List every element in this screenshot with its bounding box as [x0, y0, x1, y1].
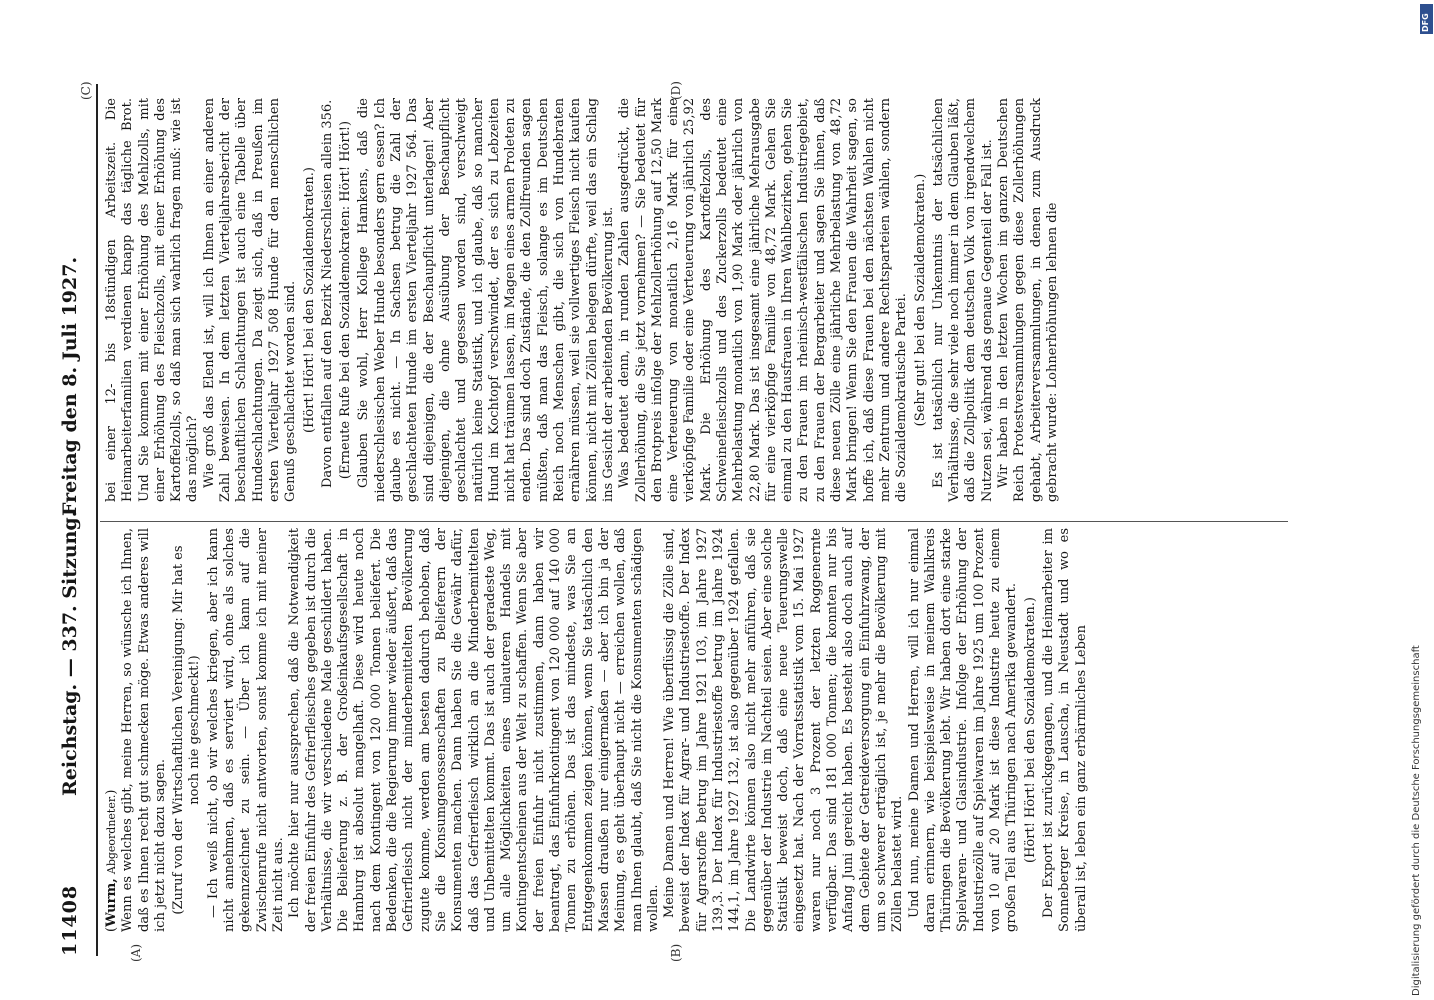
paragraph: — Ich weiß nicht, ob wir welches kriegen, aber ich kann nicht annehmen, daß es serviert wird, ohne als solches gekennzeichnet zu sein. — Über ich kann auf die Zwischenrufe nicht antworten, sonst komme ich mit meiner Zeit nicht aus. [205, 528, 286, 932]
interjection: (Hört! Hört! bei den Sozialdemokraten.) [1022, 597, 1038, 863]
paragraph: Ich möchte hier nur aussprechen, daß die Notwendigkeit der freien Einfuhr des Gefrierfleisches gegeben ist durch die Verhältnisse, die wir verschiedene Male geschildert haben. Die Belieferung z. B. der Großeinkaufsgesellschaft in Hamburg ist absolut mangelhaft. Diese wird heute noch nach dem Kontingent von 120 000 Tonnen beliefert. Die Bedenken, die die Regierung immer wieder äußert, daß das Gefrierfleisch nicht der minderbemittelten Bevölkerung zugute komme, werden am besten dadurch behoben, daß Sie die Konsumgenossenschaften zu Belieferern der Konsumenten machen. Dann haben Sie die Gewähr dafür, daß das Gefrierfleisch wirklich an die Minderbemittelten und Unbemittelten kommt. Das ist auch der geradeste Weg, um alle Möglichkeiten eines unlauteren Handels mit Kontingentscheinen aus der Welt zu schaffen. Wenn Sie aber der freien Einfuhr nicht zustimmen, dann haben wir beantragt, das Einfuhrkontingent von 120 000 auf 140 000 Tonnen zu erhöhen. Das ist das mindeste, was Sie an Entgegenkommen zeigen können, wenn Sie tatsächlich den Massen draußen nur einigermaßen — aber ich bin ja der Meinung, es geht überhaupt nicht — erreichen wollen, daß man Ihnen glaubt, daß Sie nicht die Konsumenten schädigen wollen. [287, 528, 661, 932]
speaker-name: Wurm, [104, 878, 119, 927]
paragraph: Wie groß das Elend ist, will ich Ihnen an einer anderen Zahl beweisen. In dem letzten Vierteljahresbericht der beschauftlichen Schlachtungen ist auch eine Tabelle über Hundeschlachtungen. Da zeigt sich, daß in Preußen im ersten Vierteljahr 1927 508 Hunde für den menschlichen Genuß geschlachtet worden sind. [201, 98, 299, 502]
margin-mark-a: (A) [129, 943, 143, 962]
rotated-document-page [58, 81, 1302, 962]
margin-mark-c: (C) [79, 81, 93, 100]
paragraph: Was bedeutet denn, in runden Zahlen ausgedrückt, die Zollerhöhung, die Sie jetzt vornehmen? — Sie bedeutet für den Brotpreis infolge der Mehlzollerhöhung auf 12,50 Mark eine Verteuerung von monatlich 2,16 Mark für eine vierköpfige Familie oder eine Verteuerung von jährlich 25,92 Mark. Die Erhöhung des Kartoffelzolls, des Schweinefleischzolls und des Zuckerzolls bedeutet eine Mehrbelastung monatlich von 1,90 Mark oder jährlich von 22,80 Mark. Das ist insgesamt eine jährliche Mehrausgabe für eine vierköpfige Familie von 48,72 Mark. Gehen Sie einmal zu den Hausfrauen in Ihren Wahlbezirken, gehen Sie zu den Frauen im rheinisch-westfälischen Industriegebiet, zu den Frauen der Bergarbeiter und sagen Sie ihnen, daß diese neuen Zölle eine jährliche Mehrbelastung von 48,72 Mark bringen! Wenn Sie den Frauen die Wahrheit sagen, so hoffe ich, daß diese Frauen bei den nächsten Wahlen nicht mehr Zentrum und andere Rechtsparteien wählen, sondern die Sozialdemokratische Partei. [617, 98, 910, 502]
interjection: (Zuruf von der Wirtschaftlichen Vereinigung: Mir hat es noch nie geschmeckt!) [171, 545, 203, 915]
paragraph: Wenn es welches gibt, meine Herren, so wünsche ich Ihnen, daß es Ihnen recht gut schmecken möge. Etwas anderes will ich jetzt nicht dazu sagen. [120, 528, 168, 932]
paragraph: Und nun, meine Damen und Herren, will ich nur einmal daran erinnern, wie beispielsweise in meinem Wahlkreis Thüringen die Bevölkerung lebt. Wir haben dort eine starke Spielwaren- und Glasindustrie. Infolge der Erhöhung der Industriezölle auf Spielwaren im Jahre 1925 um 100 Prozent von 10 auf 20 Mark ist diese Industrie heute zu einem großen Teil aus Thüringen nach Amerika gewandert. [906, 528, 1020, 932]
speaker-role: Abgeordneter. [105, 794, 118, 875]
paragraph: Der Export ist zurückgegangen, und die Heimarbeiter im Sonneberger Kreise, in Lauscha, in Neustadt und wo es überall ist, leben ein ganz erbärmliches Leben [1040, 528, 1089, 932]
session-title: Reichstag. — 337. Sitzung. [59, 510, 81, 796]
page-header [58, 84, 98, 956]
margin-mark-b: (B) [669, 943, 683, 962]
date-title: Freitag den 8. Juli 1927. [59, 256, 81, 516]
paragraph: Wir haben in den letzten Wochen im ganzen Deutschen Reich Protestversammlungen gegen diese Zollerhöhungen gehabt, Arbeiterversammlungen, in denen zum Ausdruck gebracht wurde: Lohnerhöhungen lehnen die [996, 98, 1060, 502]
paragraph: Es ist tatsächlich nur Unkenntnis der tatsächlichen Verhältnisse, die sehr viele noch immer in dem Glauben läßt, daß die Zollpolitik dem deutschen Volk von irgendwelchem Nutzen sei, während das genaue Gegenteil der Fall ist. [930, 98, 995, 502]
paragraph: bei einer 12- bis 18stündigen Arbeitszeit. Die Heimarbeiterfamilien verdienen knapp das tägliche Brot. Und Sie kommen mit einer Erhöhung des Mehlzolls, mit einer Erhöhung des Fleischzolls, mit einer Erhöhung des Kartoffelzolls, so daß man sich wahrlich fragen muß: wie ist das möglich? [104, 98, 201, 502]
speaker-line: (Wurm, Abgeordneter.) [104, 789, 119, 932]
right-column [104, 98, 1061, 502]
dfg-logo-text: DFG [1421, 13, 1430, 32]
dfg-logo [1420, 4, 1433, 34]
interjection: (Sehr gut! bei den Sozialdemokraten.) [912, 173, 928, 427]
column-divider [100, 521, 1288, 522]
paragraph: Glauben Sie wohl, Herr Kollege Hamkens, daß die niederschlesischen Weber Hunde besonders gern essen? Ich glaube es nicht. — In Sachsen betrug die Zahl der geschlachteten Hunde im ersten Vierteljahr 1927 564. Das sind diejenigen, die der Beschaupflicht unterlagen! Aber diejenigen, die ohne Ausübung der Beschaupflicht geschlachtet und gegessen worden sind, verschweigt natürlich keine Statistik, und ich glaube, daß so mancher Hund im Kochtopf verschwindet, der es sich zu Lebzeiten nicht hat träumen lassen, im Magen eines armen Proleten zu enden. Das sind doch Zustände, die den Zollfreunden sagen müßten, daß man das Fleisch, solange es im Deutschen Reich noch Menschen gibt, die sich von Hundebraten ernähren müssen, weil sie vollwertiges Fleisch nicht kaufen können, nicht mit Zöllen belegen dürfte, weil das ein Schlag ins Gesicht der arbeitenden Bevölkerung ist. [356, 98, 616, 502]
header-rule [96, 84, 98, 956]
page-number: 11408 [59, 884, 81, 956]
paragraph: Meine Damen und Herren! Wie überflüssig die Zölle sind, beweist der Index für Agrar- und Industriestoffe. Der Index für Agrarstoffe betrug im Jahre 1921 103, im Jahre 1927 139,3. Der Index für Industriestoffe betrug im Jahre 1924 144,1, im Jahre 1927 132, ist also gegenüber 1924 gefallen. Die Landwirte können also nicht mehr anführen, daß sie gegenüber der Industrie im Nachteil seien. Aber eine solche Statistik beweist doch, daß eine neue Teuerungswelle eingesetzt hat. Nach der Vorratsstatistik vom 15. Mai 1927 waren nur noch 3 Prozent der letzten Roggenernte verfügbar. Das sind 181 000 Tonnen; die konnten nur bis Anfang Juni gereicht haben. Es besteht also doch auch auf dem Gebiete der Getreideversorgung ein Einfuhrzwang, der um so schwerer erträglich ist, je mehr die Bevölkerung mit Zöllen belastet wird. [662, 528, 906, 932]
interjection: (Erneute Rufe bei den Sozialdemokraten: Hört! Hört!) [338, 120, 354, 480]
interjection: (Hört! Hört! bei den Sozialdemokraten.) [301, 167, 317, 433]
paragraph: Davon entfallen auf den Bezirk Niederschlesien allein 356. [319, 99, 335, 488]
digitization-credit: Digitalisierung gefördert durch die Deutsche Forschungsgemeinschaft [1411, 645, 1422, 996]
margin-mark-d: (D) [669, 81, 683, 100]
left-column [104, 528, 1090, 932]
